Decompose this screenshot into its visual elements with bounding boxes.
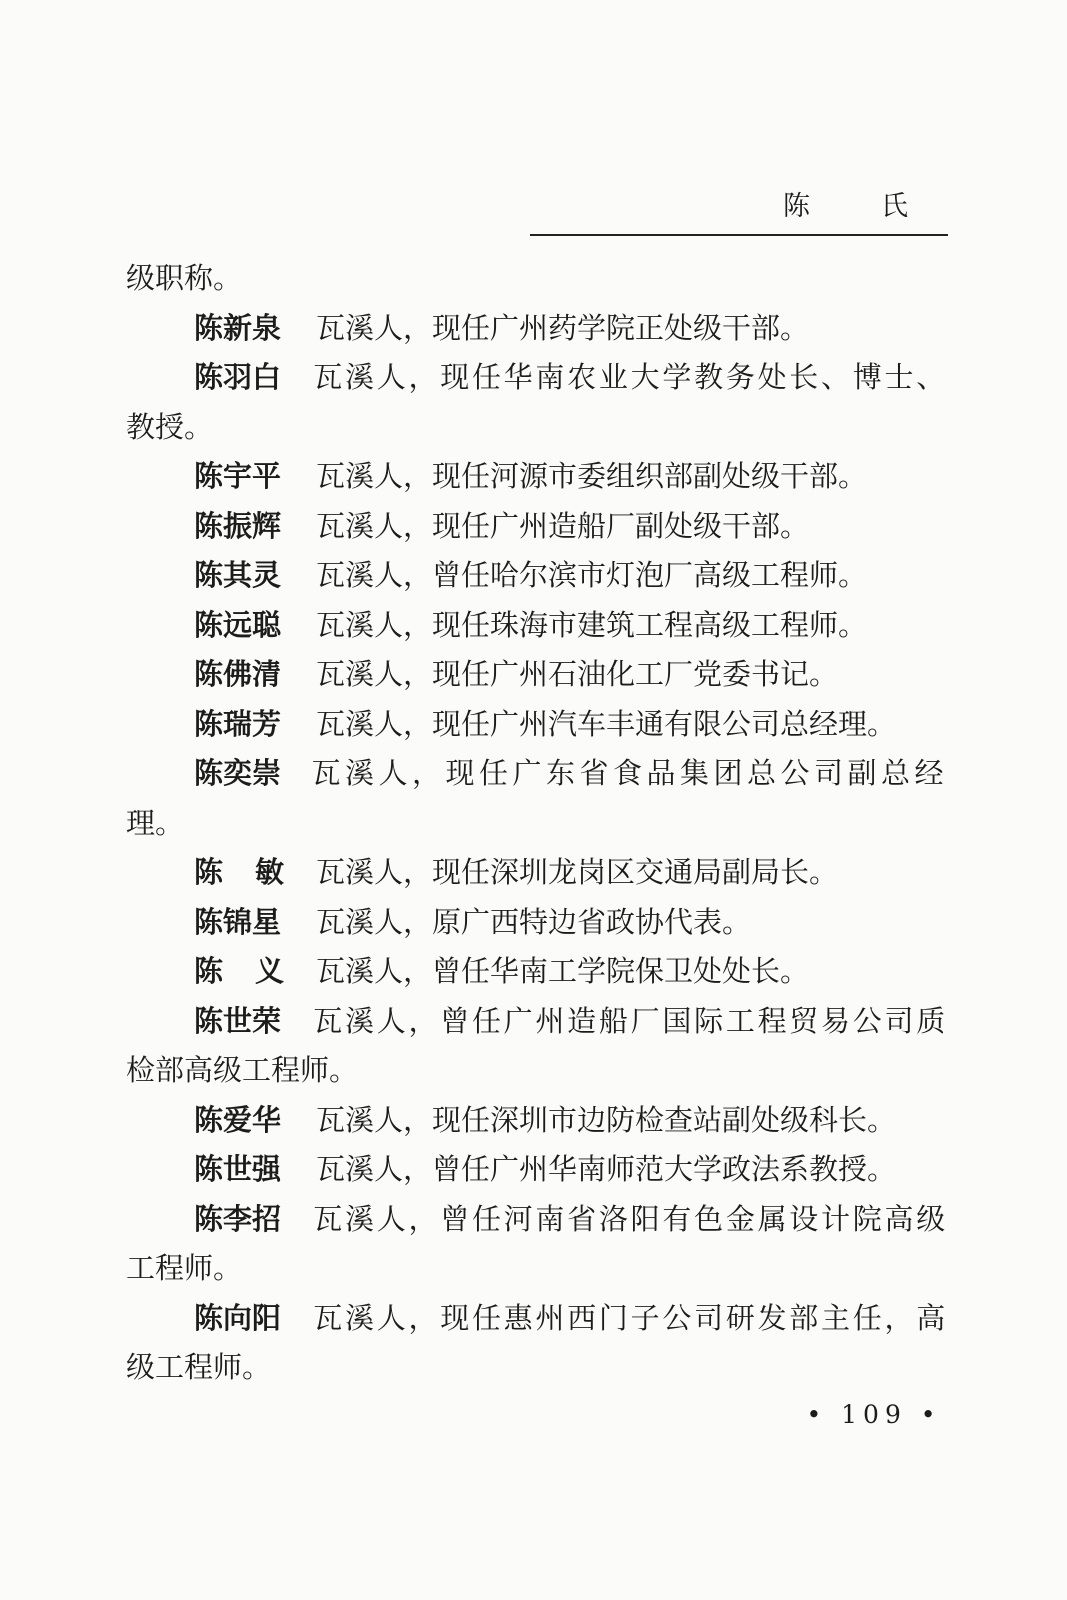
entry <box>126 502 948 552</box>
entry-name: 陈李招 <box>194 1201 282 1236</box>
entry <box>126 1294 948 1393</box>
entry-first-line <box>126 848 948 898</box>
entry-first-line <box>126 353 948 403</box>
entry-text: 瓦溪人，现任广州石油化工厂党委书记。 <box>316 657 839 691</box>
entry <box>126 1195 948 1294</box>
entry-text: 瓦溪人，现任河源市委组织部副处级干部。 <box>316 459 868 493</box>
entry-name: 陈远聪 <box>194 607 282 642</box>
entry-name: 陈义 <box>194 954 317 988</box>
entry-list <box>126 304 948 1393</box>
entry <box>126 601 948 651</box>
entry-continuation: 工程师。 <box>126 1251 243 1285</box>
page-number: • 109 • <box>806 1400 942 1429</box>
entry-text: 瓦溪人，现任深圳龙岗区交通局副局长。 <box>316 855 839 889</box>
entry <box>126 1096 948 1146</box>
entry-text: 瓦溪人，曾任广州造船厂国际工程贸易公司质 <box>313 1003 948 1038</box>
entry-continuation: 级工程师。 <box>126 1350 272 1384</box>
entry-name: 陈向阳 <box>194 1300 282 1335</box>
entry <box>126 700 948 750</box>
entry-name: 陈世强 <box>194 1152 282 1186</box>
entry-name: 陈锦星 <box>194 904 282 939</box>
entry-name: 陈羽白 <box>194 360 282 394</box>
continuation-line: 级职称。 <box>126 261 243 295</box>
entry-first-line <box>126 1096 948 1146</box>
entry-name: 陈其灵 <box>194 558 282 592</box>
entry-first-line <box>126 1294 948 1344</box>
entry-first-line <box>126 452 948 502</box>
entry-text: 瓦溪人，现任广州造船厂副处级干部。 <box>316 508 810 543</box>
entry-name: 陈奕崇 <box>194 756 282 790</box>
entry-first-line <box>126 1195 948 1245</box>
entry <box>126 848 948 898</box>
entry-text: 瓦溪人，曾任哈尔滨市灯泡厂高级工程师。 <box>316 558 868 592</box>
entry <box>126 997 948 1096</box>
entry-first-line <box>126 947 948 997</box>
running-head: 陈 氏 <box>783 191 930 222</box>
entry <box>126 749 948 848</box>
entry-continuation: 检部高级工程师。 <box>126 1053 359 1087</box>
body-text <box>126 254 948 1393</box>
entry-first-line <box>126 997 948 1047</box>
entry-name: 陈佛清 <box>194 657 282 691</box>
entry-first-line <box>126 898 948 948</box>
entry-first-line <box>126 551 948 601</box>
header-rule <box>530 234 948 236</box>
entry-continuation: 理。 <box>126 805 185 840</box>
entry-first-line <box>126 502 948 552</box>
entry <box>126 650 948 700</box>
entry-text: 瓦溪人，原广西特边省政协代表。 <box>316 904 752 939</box>
entry-first-line <box>126 749 948 799</box>
entry-first-line <box>126 304 948 354</box>
entry <box>126 947 948 997</box>
entry-text: 瓦溪人，现任广东省食品集团总公司副总经 <box>311 756 948 790</box>
entry-text: 瓦溪人，现任惠州西门子公司研发部主任，高 <box>313 1300 948 1335</box>
entry-text: 瓦溪人，曾任河南省洛阳有色金属设计院高级 <box>313 1201 948 1236</box>
entry-text: 瓦溪人，现任珠海市建筑工程高级工程师。 <box>316 607 868 642</box>
entry-name: 陈宇平 <box>194 459 282 493</box>
entry-continuation: 教授。 <box>126 409 214 444</box>
entry-text: 瓦溪人，曾任广州华南师范大学政法系教授。 <box>316 1152 897 1186</box>
entry-text: 瓦溪人，现任深圳市边防检查站副处级科长。 <box>316 1102 897 1137</box>
entry-text: 瓦溪人，现任广州药学院正处级干部。 <box>316 310 810 345</box>
entry-first-line <box>126 601 948 651</box>
entry-name: 陈振辉 <box>194 508 282 543</box>
entry <box>126 1145 948 1195</box>
entry <box>126 353 948 452</box>
entry-name: 陈敏 <box>194 855 317 889</box>
entry <box>126 304 948 354</box>
entry-first-line <box>126 1145 948 1195</box>
entry <box>126 452 948 502</box>
entry <box>126 551 948 601</box>
entry <box>126 898 948 948</box>
entry-text: 瓦溪人，现任华南农业大学教务处长、博士、 <box>313 360 948 394</box>
entry-name: 陈瑞芳 <box>194 706 282 741</box>
entry-text: 瓦溪人，曾任华南工学院保卫处处长。 <box>316 954 810 988</box>
entry-name: 陈世荣 <box>194 1003 282 1038</box>
entry-name: 陈爱华 <box>194 1102 282 1137</box>
entry-first-line <box>126 700 948 750</box>
entry-name: 陈新泉 <box>194 310 282 345</box>
entry-first-line <box>126 650 948 700</box>
entry-text: 瓦溪人，现任广州汽车丰通有限公司总经理。 <box>316 706 897 741</box>
